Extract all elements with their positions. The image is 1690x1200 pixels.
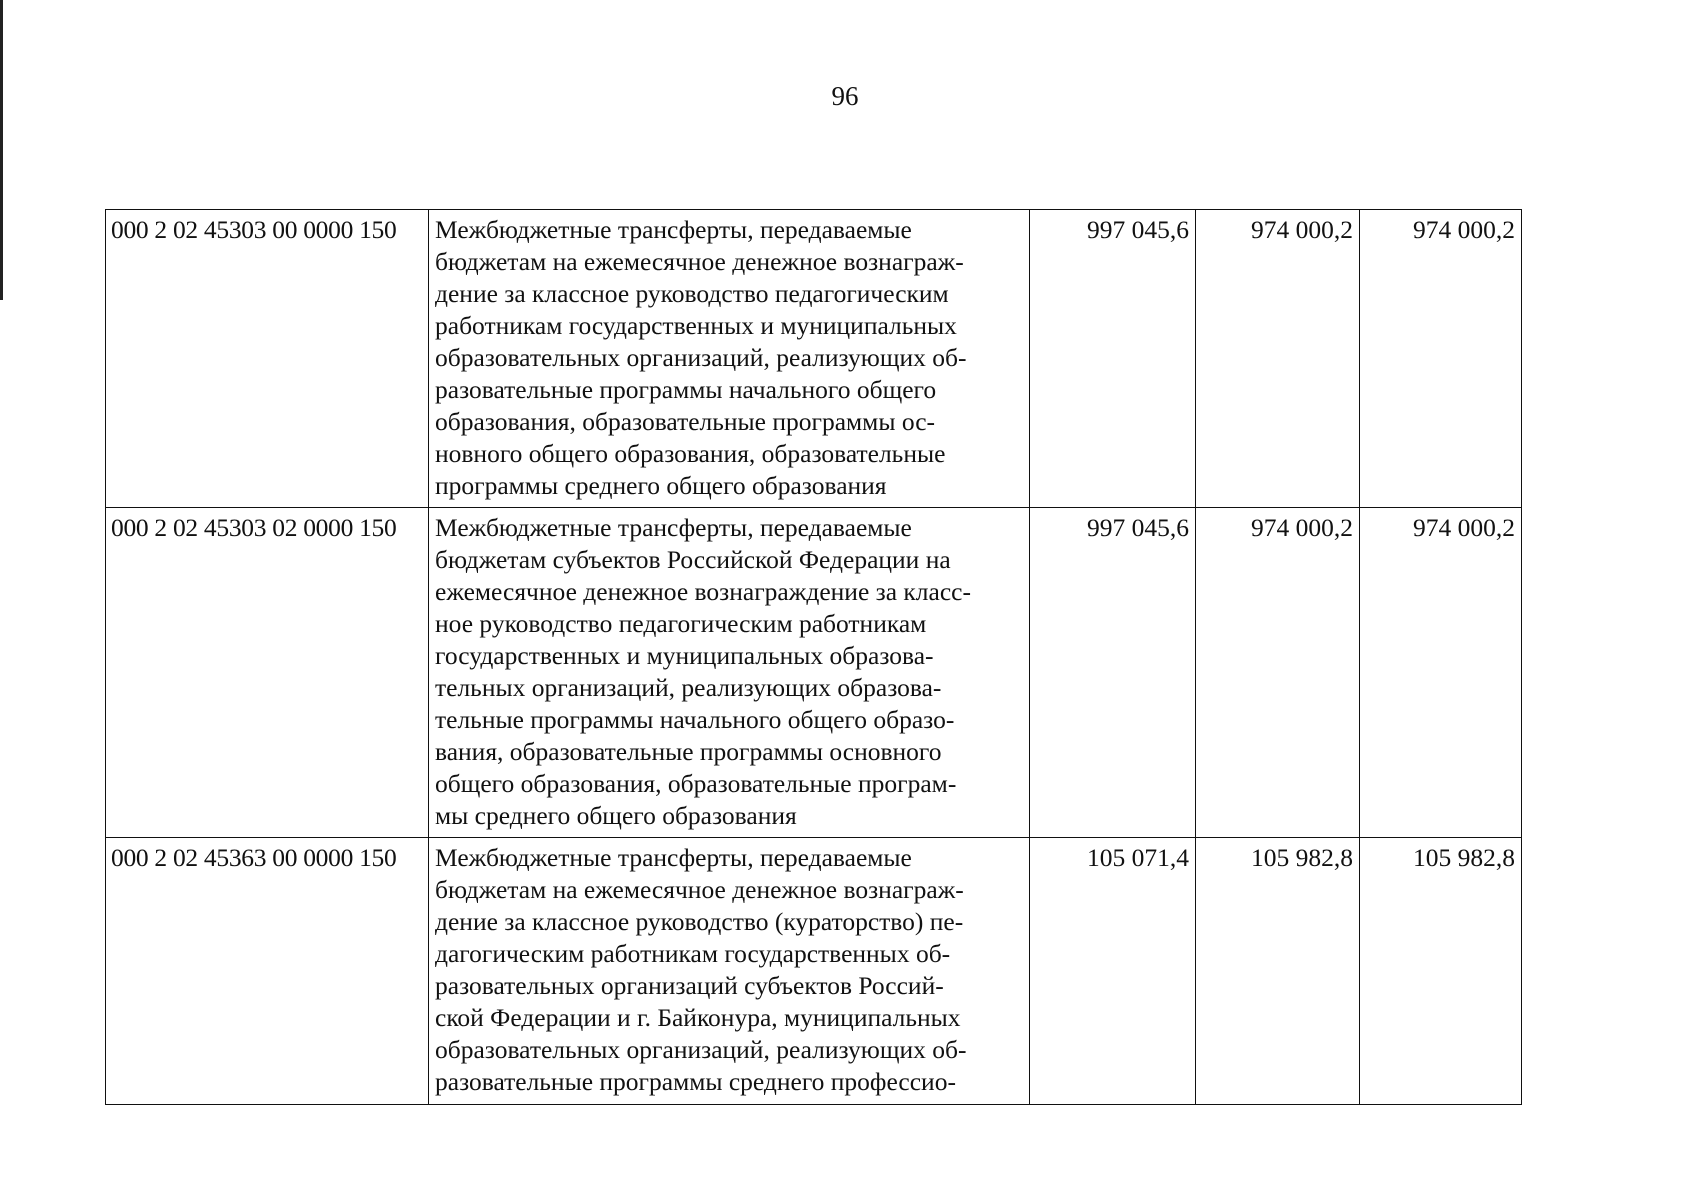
description-line: дагогическим работникам государственных об-	[435, 939, 951, 968]
description-line: работникам государственных и муниципальных	[435, 311, 957, 340]
description-line: разовательные программы среднего профессио-	[435, 1067, 956, 1096]
description-line: разовательных организаций субъектов Россий-	[435, 971, 944, 1000]
amount-2-cell: 105 982,8	[1196, 838, 1360, 1105]
amount-1-cell: 997 045,6	[1030, 210, 1196, 508]
description-line: тельных организаций, реализующих образова-	[435, 673, 942, 702]
table-row	[106, 838, 1522, 1105]
description-line: бюджетам субъектов Российской Федерации на	[435, 545, 951, 574]
table-row	[106, 210, 1522, 508]
amount-1-cell: 105 071,4	[1030, 838, 1196, 1105]
description-cell	[429, 838, 1030, 1105]
description-line: Межбюджетные трансферты, передаваемые	[435, 215, 912, 244]
description-line: ской Федерации и г. Байконура, муниципальных	[435, 1003, 961, 1032]
description-line: тельные программы начального общего образо-	[435, 705, 955, 734]
budget-code-cell: 000 2 02 45363 00 0000 150	[106, 838, 429, 1105]
budget-code-cell: 000 2 02 45303 00 0000 150	[106, 210, 429, 508]
description-line: вания, образовательные программы основного	[435, 737, 942, 766]
table-row	[106, 508, 1522, 838]
amount-1-cell: 997 045,6	[1030, 508, 1196, 838]
amount-3-cell: 974 000,2	[1360, 508, 1522, 838]
description-line: ежемесячное денежное вознаграждение за класс-	[435, 577, 971, 606]
amount-3-cell: 105 982,8	[1360, 838, 1522, 1105]
description-cell	[429, 210, 1030, 508]
description-line: Межбюджетные трансферты, передаваемые	[435, 843, 912, 872]
description-line: бюджетам на ежемесячное денежное вознаграж-	[435, 247, 964, 276]
budget-code-cell: 000 2 02 45303 02 0000 150	[106, 508, 429, 838]
description-line: разовательные программы начального общего	[435, 375, 937, 404]
description-line: мы среднего общего образования	[435, 801, 797, 830]
description-line: образования, образовательные программы ос-	[435, 407, 936, 436]
description-line: дение за классное руководство педагогическим	[435, 279, 949, 308]
description-line: программы среднего общего образования	[435, 471, 887, 500]
description-line: ное руководство педагогическим работникам	[435, 609, 927, 638]
description-line: образовательных организаций, реализующих об-	[435, 343, 967, 372]
amount-2-cell: 974 000,2	[1196, 508, 1360, 838]
description-line: образовательных организаций, реализующих об-	[435, 1035, 967, 1064]
description-line: дение за классное руководство (кураторство) пе-	[435, 907, 964, 936]
description-line: бюджетам на ежемесячное денежное вознаграж-	[435, 875, 964, 904]
description-line: государственных и муниципальных образова-	[435, 641, 934, 670]
amount-3-cell: 974 000,2	[1360, 210, 1522, 508]
page-number: 96	[831, 81, 859, 111]
budget-table	[105, 209, 1522, 1105]
description-line: Межбюджетные трансферты, передаваемые	[435, 513, 912, 542]
scan-edge-mark	[0, 0, 3, 300]
description-cell	[429, 508, 1030, 838]
amount-2-cell: 974 000,2	[1196, 210, 1360, 508]
description-line: общего образования, образовательные програм-	[435, 769, 957, 798]
description-line: новного общего образования, образовательные	[435, 439, 946, 468]
